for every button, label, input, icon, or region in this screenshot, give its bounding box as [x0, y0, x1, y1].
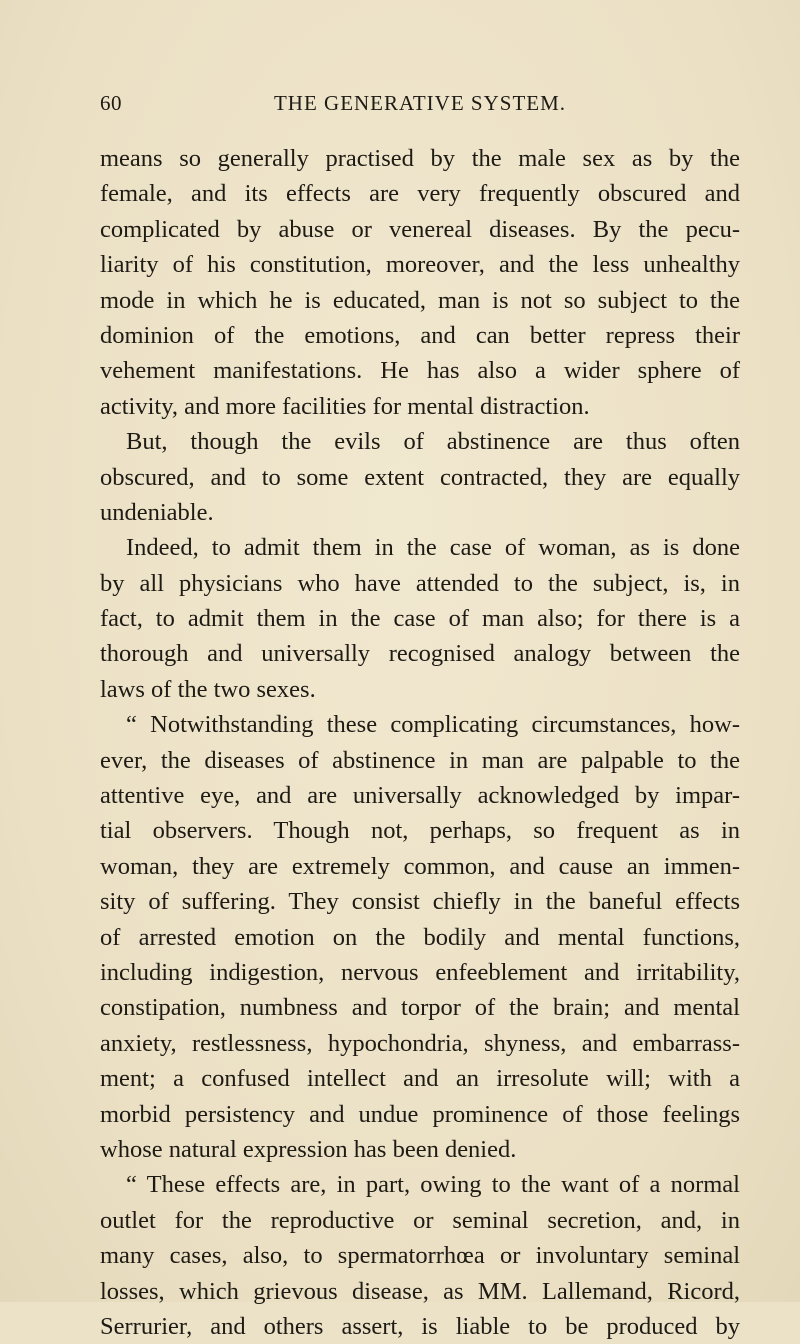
text-line: including indigestion, nervous enfeeblement and irritability,: [100, 958, 740, 986]
text-line: fact, to admit them in the case of man also; for there is a: [100, 605, 740, 633]
page-header: [100, 91, 740, 123]
text-line: undeniable.: [100, 498, 214, 526]
text-line: dominion of the emotions, and can better repress their: [100, 321, 740, 349]
text-line: morbid persistency and undue prominence of those feelings: [100, 1100, 740, 1128]
text-line: vehement manifestations. He has also a wider sphere of: [100, 357, 740, 385]
text-line: complicated by abuse or venereal diseases. By the pecu-: [100, 215, 740, 243]
text-line: tial observers. Though not, perhaps, so frequent as in: [100, 817, 740, 845]
paragraph-first-line: “ These effects are, in part, owing to the want of a normal: [126, 1171, 740, 1199]
paragraph-first-line: Indeed, to admit them in the case of woman, as is done: [126, 534, 740, 562]
text-line: Serrurier, and others assert, is liable to be produced by: [100, 1312, 740, 1340]
text-line: losses, which grievous disease, as MM. Lallemand, Ricord,: [100, 1277, 740, 1305]
text-line: many cases, also, to spermatorrhœa or involuntary seminal: [100, 1242, 740, 1270]
text-line: laws of the two sexes.: [100, 675, 316, 703]
text-line: mode in which he is educated, man is not so subject to the: [100, 286, 740, 314]
running-title: THE GENERATIVE SYSTEM.: [273, 91, 567, 115]
text-line: constipation, numbness and torpor of the brain; and mental: [100, 994, 740, 1022]
text-line: woman, they are extremely common, and cause an immen-: [100, 852, 740, 880]
text-line: by all physicians who have attended to the subject, is, in: [100, 569, 740, 597]
text-line: means so generally practised by the male sex as by the: [100, 145, 740, 172]
text-line: outlet for the reproductive or seminal secretion, and, in: [100, 1206, 740, 1234]
page-number: 60: [100, 91, 122, 115]
text-line: liarity of his constitution, moreover, and the less unhealthy: [100, 251, 740, 279]
paragraph-first-line: “ Notwithstanding these complicating circumstances, how-: [126, 711, 740, 739]
text-line: of arrested emotion on the bodily and mental functions,: [100, 923, 740, 951]
text-line: whose natural expression has been denied.: [100, 1135, 517, 1163]
paragraph-first-line: But, though the evils of abstinence are thus often: [126, 428, 740, 456]
text-line: activity, and more facilities for mental distraction.: [100, 392, 590, 420]
text-line: obscured, and to some extent contracted, they are equally: [100, 463, 740, 491]
text-line: sity of suffering. They consist chiefly in the baneful effects: [100, 888, 740, 916]
text-line: ment; a confused intellect and an irresolute will; with a: [100, 1065, 740, 1093]
text-line: ever, the diseases of abstinence in man are palpable to the: [100, 746, 740, 774]
text-line: female, and its effects are very frequently obscured and: [100, 180, 740, 208]
text-line: thorough and universally recognised analogy between the: [100, 640, 740, 668]
text-line: attentive eye, and are universally acknowledged by impar-: [100, 782, 740, 810]
text-line: anxiety, restlessness, hypochondria, shyness, and embarrass-: [100, 1029, 740, 1057]
body-text: [100, 141, 740, 1344]
